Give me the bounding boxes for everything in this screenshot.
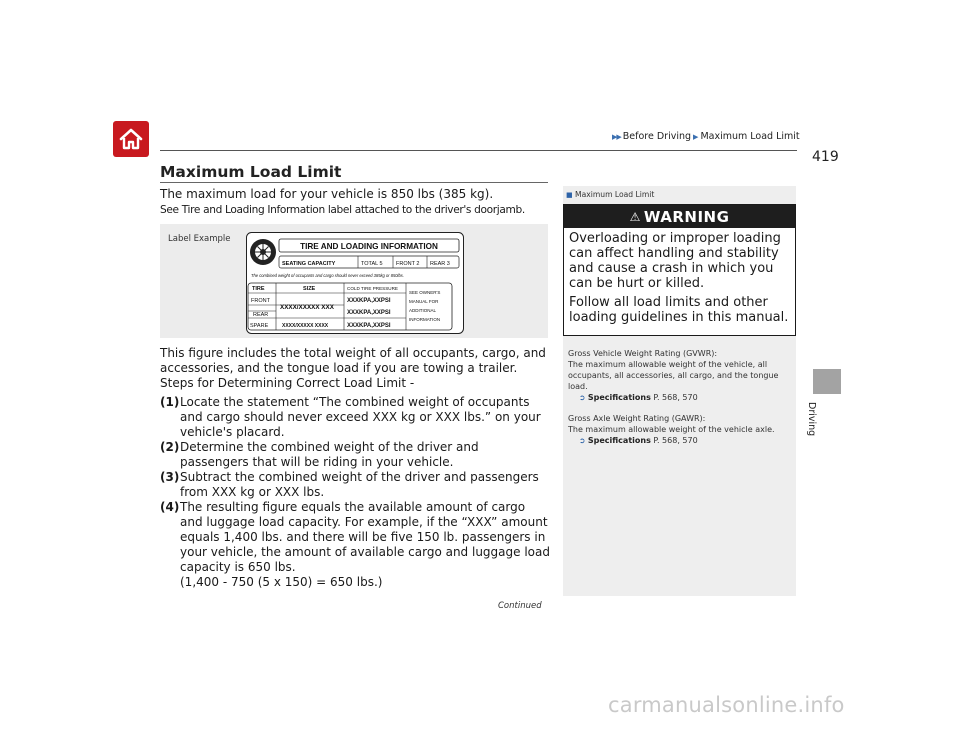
header-divider: [160, 150, 797, 151]
breadcrumb: [612, 131, 800, 142]
continued-label: Continued: [498, 601, 542, 611]
step-number: (1): [160, 395, 180, 409]
paragraph-total-weight: This figure includes the total weight of all occupants, cargo, and accessories, and the tongue load if you are towing a trailer.: [160, 346, 546, 375]
breadcrumb-item-before-driving[interactable]: Before Driving: [622, 131, 692, 142]
combined-weight-statement: The combined weight of occupants and cargo should never exceed 385kg or 850lbs.: [251, 273, 404, 278]
gawr-reference[interactable]: ➲ Specifications P. 568, 570: [579, 436, 698, 445]
pressure-spare: XXXKPA,XXPSI: [347, 323, 391, 329]
gawr-text: The maximum allowable weight of the vehicle axle.: [568, 425, 775, 434]
row-rear-tire: REAR: [253, 312, 269, 318]
see-owners-line4: INFORMATION: [409, 317, 441, 322]
breadcrumb-arrow-icon: ▶: [693, 133, 699, 141]
warning-text: [569, 231, 795, 329]
pressure-rear: XXXKPA,XXPSI: [347, 310, 391, 316]
tire-label-title: TIRE AND LOADING INFORMATION: [300, 242, 438, 251]
section-tab[interactable]: [813, 369, 841, 394]
size-main: XXXX/XXXXX XXX: [280, 304, 334, 311]
sidebar-heading: ■ Maximum Load Limit: [566, 190, 655, 199]
pressure-front: XXXKPA,XXPSI: [347, 298, 391, 304]
step-number: (2): [160, 440, 180, 454]
step-item: [160, 395, 550, 440]
breadcrumb-item-maximum-load-limit[interactable]: Maximum Load Limit: [700, 131, 800, 142]
seating-rear: REAR 3: [430, 261, 450, 267]
tire-loading-label: [246, 232, 464, 334]
warning-header: ⚠ WARNING: [564, 205, 795, 228]
gvwr-reference[interactable]: ➲ Specifications P. 568, 570: [579, 393, 698, 402]
see-owners-line3: ADDITIONAL: [409, 308, 437, 313]
step-item: [160, 500, 550, 590]
breadcrumb-arrow-icon: ▶▶: [612, 133, 621, 141]
warning-para-follow: Follow all load limits and other loading guidelines in this manual.: [569, 295, 789, 325]
size-spare: XXXX/XXXXX XXXX: [282, 323, 329, 329]
step-text: Determine the combined weight of the driver and passengers that will be riding in your vehicle.: [180, 440, 479, 469]
steps-title: Steps for Determining Correct Load Limit -: [160, 376, 415, 390]
col-pressure: COLD TIRE PRESSURE: [347, 286, 398, 291]
page-number: 419: [812, 149, 839, 165]
label-example-caption: Label Example: [168, 234, 231, 244]
see-owners-line1: SEE OWNER'S: [409, 290, 441, 295]
intro-load-statement: The maximum load for your vehicle is 850 lbs (385 kg).: [160, 187, 494, 201]
seating-front: FRONT 2: [396, 261, 420, 267]
gvwr-title: Gross Vehicle Weight Rating (GVWR):: [568, 349, 718, 358]
seating-total: TOTAL 5: [361, 261, 383, 267]
sidebar-notes: [568, 348, 792, 446]
step-item: [160, 440, 550, 470]
gvwr-text: The maximum allowable weight of the vehicle, all occupants, all accessories, all cargo, and the tongue load.: [568, 360, 779, 391]
col-tire: TIRE: [252, 286, 265, 292]
watermark: carmanualsonline.info: [608, 693, 845, 717]
reference-arrow-icon: ➲: [579, 393, 586, 402]
gawr-title: Gross Axle Weight Rating (GAWR):: [568, 414, 706, 423]
page-title: Maximum Load Limit: [160, 163, 342, 181]
home-icon[interactable]: [113, 121, 149, 157]
warning-box: [563, 204, 796, 336]
step-number: (4): [160, 500, 180, 514]
section-tab-label: Driving: [806, 402, 817, 437]
row-spare-tire: SPARE: [250, 323, 269, 329]
see-owners-line2: MANUAL FOR: [409, 299, 439, 304]
step-text: Locate the statement “The combined weight of occupants and cargo should never exceed XXX kg or XXX lbs.” on your vehicle's placard.: [180, 395, 541, 439]
body-text: [160, 346, 550, 590]
step-item: [160, 470, 550, 500]
row-front-tire: FRONT: [251, 298, 270, 304]
seating-capacity-label: SEATING CAPACITY: [282, 261, 336, 267]
warning-alert-icon: ⚠: [629, 209, 641, 224]
step-text: The resulting figure equals the available amount of cargo and luggage load capacity. For example, if the “XXX” amount equals 1,400 lbs. and there will be five 150 lb. passengers in your vehicle, the amount of available cargo and luggage load capacity is 650 lbs. (1,400 - 750 (5 x 150) = 650 lbs.): [180, 500, 550, 589]
title-divider: [160, 182, 548, 183]
step-text: Subtract the combined weight of the driver and passengers from XXX kg or XXX lbs.: [180, 470, 539, 499]
note-marker-icon: ■: [566, 191, 573, 199]
tire-icon: [250, 239, 276, 265]
warning-para-overloading: Overloading or improper loading can affect handling and stability and cause a crash in which you can be hurt or killed.: [569, 231, 781, 291]
col-size: SIZE: [303, 286, 316, 292]
intro-label-reference: See Tire and Loading Information label attached to the driver's doorjamb.: [160, 204, 525, 216]
reference-arrow-icon: ➲: [579, 436, 586, 445]
step-number: (3): [160, 470, 180, 484]
calc-example: (1,400 - 750 (5 x 150) = 650 lbs.): [180, 575, 383, 589]
